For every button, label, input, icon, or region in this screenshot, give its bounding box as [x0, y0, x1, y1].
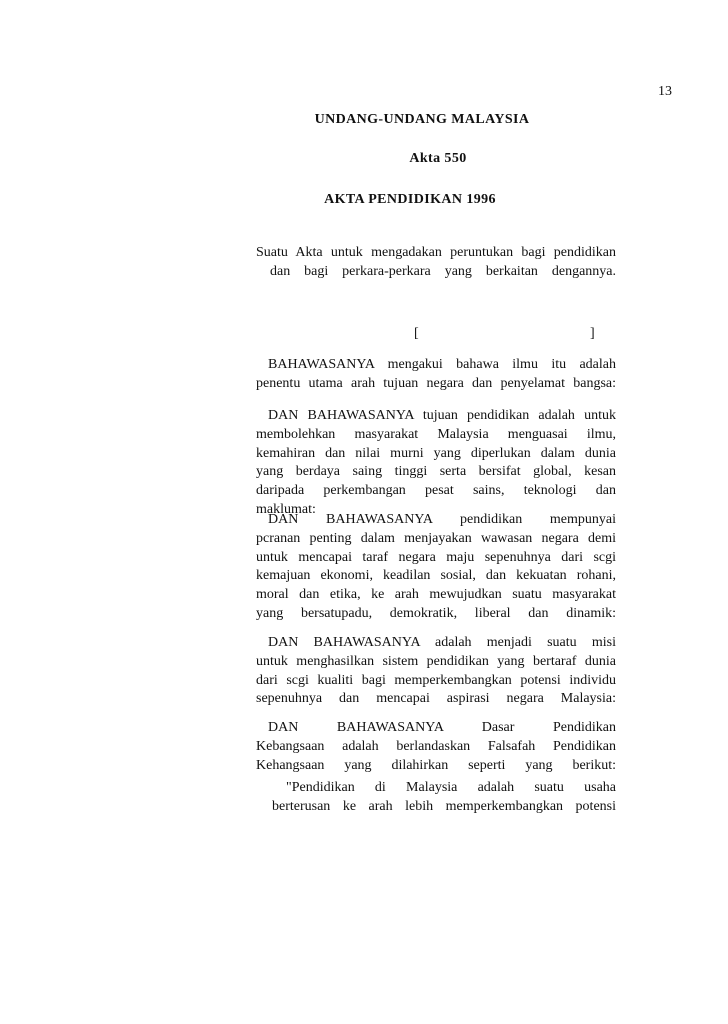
paragraph-line: untuk mencapai taraf negara maju sepenuhnya dari scgi — [256, 549, 616, 565]
paragraph-line: moral dan etika, ke arah mewujudkan suatu masyarakat — [256, 587, 616, 603]
document-heading: UNDANG-UNDANG MALAYSIA — [314, 112, 530, 127]
long-title-line: Suatu Akta untuk mengadakan peruntukan bagi pendidikan — [256, 245, 616, 260]
philosophy-quote — [272, 779, 616, 817]
paragraph-line: DAN BAHAWASANYA pendidikan mempunyai — [268, 512, 616, 527]
page-number: 13 — [658, 84, 672, 99]
paragraph-line: yang bersatupadu, demokratik, liberal dan dinamik: — [256, 605, 616, 621]
paragraph-line: dari scgi kualiti bagi memperkembangkan potensi individu — [256, 672, 616, 688]
paragraph-line: BAHAWASANYA mengakui bahawa ilmu itu adalah — [268, 357, 616, 372]
preamble-paragraph — [256, 511, 616, 624]
paragraph-line: sepenuhnya dan mencapai aspirasi negara Malaysia: — [256, 691, 616, 707]
paragraph-line: kemajuan ekonomi, keadilan sosial, dan kekuatan rohani, — [256, 568, 616, 584]
paragraph-line: pcranan penting dalam menjayakan wawasan negara demi — [256, 530, 616, 546]
paragraph-line: daripada perkembangan pesat sains, teknologi dan — [256, 483, 616, 499]
preamble-paragraph — [256, 407, 616, 520]
long-title — [256, 244, 616, 282]
paragraph-line: yang berdaya saing tinggi serta bersifat global, kesan — [256, 464, 616, 480]
enactment-date-bracket-close: ] — [590, 326, 595, 341]
act-title: AKTA PENDIDIKAN 1996 — [324, 192, 496, 207]
quote-line: "Pendidikan di Malaysia adalah suatu usaha — [286, 780, 616, 795]
quote-line: berterusan ke arah lebih memperkembangkan potensi — [272, 798, 616, 814]
preamble-paragraph — [256, 719, 616, 775]
paragraph-line: DAN BAHAWASANYA adalah menjadi suatu misi — [268, 635, 616, 650]
act-number: Akta 550 — [409, 151, 467, 166]
preamble-paragraph — [256, 634, 616, 709]
paragraph-line: maklumat: — [256, 501, 316, 517]
paragraph-line: penentu utama arah tujuan negara dan penyelamat bangsa: — [256, 375, 616, 391]
paragraph-line: kemahiran dan nilai murni yang diperlukan dalam dunia — [256, 445, 616, 461]
paragraph-line: Kehangsaan yang dilahirkan seperti yang berikut: — [256, 757, 616, 773]
paragraph-line: untuk menghasilkan sistem pendidikan yang bertaraf dunia — [256, 653, 616, 669]
preamble-paragraph — [256, 356, 616, 394]
paragraph-line: Kebangsaan adalah berlandaskan Falsafah Pendidikan — [256, 738, 616, 754]
paragraph-line: membolehkan masyarakat Malaysia menguasai ilmu, — [256, 426, 616, 442]
long-title-line: dan bagi perkara-perkara yang berkaitan dengannya. — [270, 263, 616, 279]
paragraph-line: DAN BAHAWASANYA tujuan pendidikan adalah untuk — [268, 408, 616, 423]
enactment-date-bracket-open: [ — [414, 326, 419, 341]
paragraph-line: DAN BAHAWASANYA Dasar Pendidikan — [268, 720, 616, 735]
